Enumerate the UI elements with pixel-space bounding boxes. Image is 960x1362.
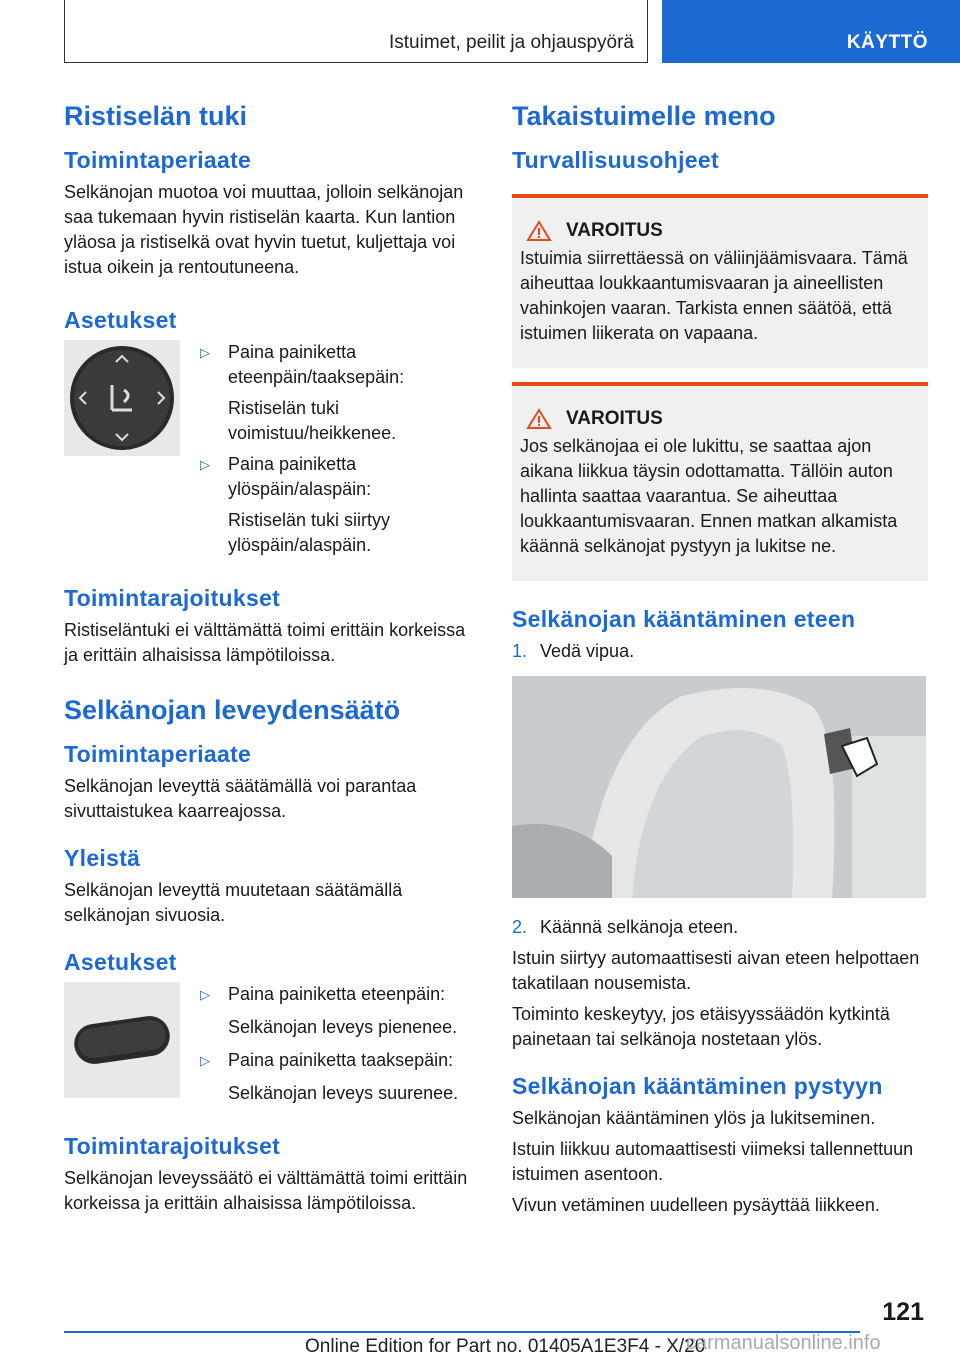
rear-access-heading: Takaistuimelle meno (512, 101, 776, 131)
step-item: 1. Vedä vipua. (512, 641, 635, 662)
header-section-title: Istuimet, peilit ja ohjauspyörä (388, 32, 634, 53)
upright-text-1: Selkänojan kääntäminen ylös ja lukitseminen. (512, 1108, 876, 1129)
upright-text-2: Istuin liikkuu automaattisesti viimeksi tallennettuun istuimen asentoon. (512, 1139, 914, 1185)
width-item: ▷ Paina painiketta eteenpäin: (200, 982, 458, 1007)
warning-triangle-icon (526, 220, 552, 242)
triangle-bullet-icon: ▷ (200, 1053, 210, 1069)
footer-edition: Online Edition for Part no. 01405A1E3F4 - X/20 (305, 1336, 706, 1357)
seat-lever-photo (512, 676, 926, 898)
width-limits-text: Selkänojan leveyssäätö ei välttämättä toimi erittäin korkeissa ja erittäin alhaisissa lämpötiloissa. (64, 1168, 468, 1214)
width-item: ▷ Paina painiketta taaksepäin: (200, 1048, 458, 1073)
principle-text: Selkänojan muotoa voi muuttaa, jolloin selkänojan saa tukemaan hyvin ristiselän kaarta. Kun lantion yläosa ja ristiselkä ovat hyvin tuetut, kuljettaja voi istua oikein ja rentoutuneena. (64, 182, 464, 278)
lumbar-control-image (64, 340, 180, 456)
lumbar-item: ▷ Paina painiketta eteenpäin/taaksepäin: (200, 340, 484, 390)
triangle-bullet-icon: ▷ (200, 457, 210, 473)
lumbar-result: Ristiselän tuki voimistuu/heikkenee. (228, 398, 397, 444)
warning-box: VAROITUS Jos selkänojaa ei ole lukittu, se saattaa ajon aikana liikkua täysin odottamatta. Tällöin auton hallinta saattaa vaarantua. Se aiheuttaa loukkaantumisvaaran. Ennen matkan alkamista käännä selkänojat pystyyn ja lukitse ne. (512, 382, 928, 581)
width-heading: Selkänojan leveydensäätö (64, 695, 401, 726)
header-chapter-tab[interactable] (662, 0, 960, 63)
safety-heading: Turvallisuusohjeet (512, 147, 719, 174)
width-limits-heading: Toimintarajoitukset (64, 1133, 281, 1160)
page-number: 121 (882, 1298, 924, 1326)
step-item: 2. Käännä selkänoja eteen. (512, 917, 739, 938)
upright-heading: Selkänojan kääntäminen pystyyn (512, 1073, 883, 1100)
fold-text-2: Toiminto keskeytyy, jos etäisyyssäädön kytkintä painetaan tai selkänoja nostetaan ylös. (512, 1004, 890, 1050)
fold-text-1: Istuin siirtyy automaattisesti aivan eteen helpottaen takatilaan nousemista. (512, 948, 920, 994)
fold-heading: Selkänojan kääntäminen eteen (512, 606, 856, 633)
limits-heading: Toimintarajoitukset (64, 585, 281, 612)
warning-text: Istuimia siirrettäessä on väliinjäämisvaara. Tämä aiheuttaa loukkaantumisvaaran ja aineellisten vahinkojen vaaran. Tarkista ennen säätöä, että istuimen liikerata on vapaana. (520, 248, 908, 344)
width-result: Selkänojan leveys pienenee. (228, 1017, 458, 1038)
warning-triangle-icon (526, 408, 552, 430)
chapter-tab-label: KÄYTTÖ (846, 32, 928, 53)
width-settings-heading: Asetukset (64, 949, 177, 976)
width-principle-heading: Toimintaperiaate (64, 741, 252, 768)
footer-watermark[interactable]: carmanualsonline.info (686, 1332, 881, 1354)
right-column (512, 100, 928, 1218)
principle-heading: Toimintaperiaate (64, 147, 252, 174)
warning-text: Jos selkänojaa ei ole lukittu, se saattaa ajon aikana liikkua täysin odottamatta. Tällöin auton hallinta saattaa vaarantua. Se aiheuttaa loukkaantumisvaaran. Ennen matkan alkamista käännä selkänojat pystyyn ja lukitse ne. (520, 436, 898, 557)
lumbar-heading: Ristiselän tuki (64, 101, 248, 131)
warning-box: VAROITUS Istuimia siirrettäessä on väliinjäämisvaara. Tämä aiheuttaa loukkaantumisvaaran ja aineellisten vahinkojen vaaran. Tarkista ennen säätöä, että istuimen liikerata on vapaana. (512, 194, 928, 368)
lumbar-item: ▷ Paina painiketta ylöspäin/alaspäin: (200, 452, 484, 502)
limits-text: Ristiseläntuki ei välttämättä toimi erittäin korkeissa ja erittäin alhaisissa lämpötiloissa. (64, 620, 466, 666)
general-text: Selkänojan leveyttä muutetaan säätämällä selkänojan sivuosia. (64, 880, 403, 926)
triangle-bullet-icon: ▷ (200, 987, 210, 1003)
lumbar-result: Ristiselän tuki siirtyy ylöspäin/alaspäin. (228, 510, 391, 556)
general-heading: Yleistä (64, 845, 141, 872)
width-principle-text: Selkänojan leveyttä säätämällä voi parantaa sivuttaistukea kaarreajossa. (64, 776, 417, 822)
left-column (64, 100, 484, 1242)
width-control-image (64, 982, 180, 1098)
settings-heading: Asetukset (64, 307, 177, 334)
upright-text-3: Vivun vetäminen uudelleen pysäyttää liikkeen. (512, 1195, 880, 1216)
width-result: Selkänojan leveys suurenee. (228, 1083, 459, 1104)
triangle-bullet-icon: ▷ (200, 345, 210, 361)
